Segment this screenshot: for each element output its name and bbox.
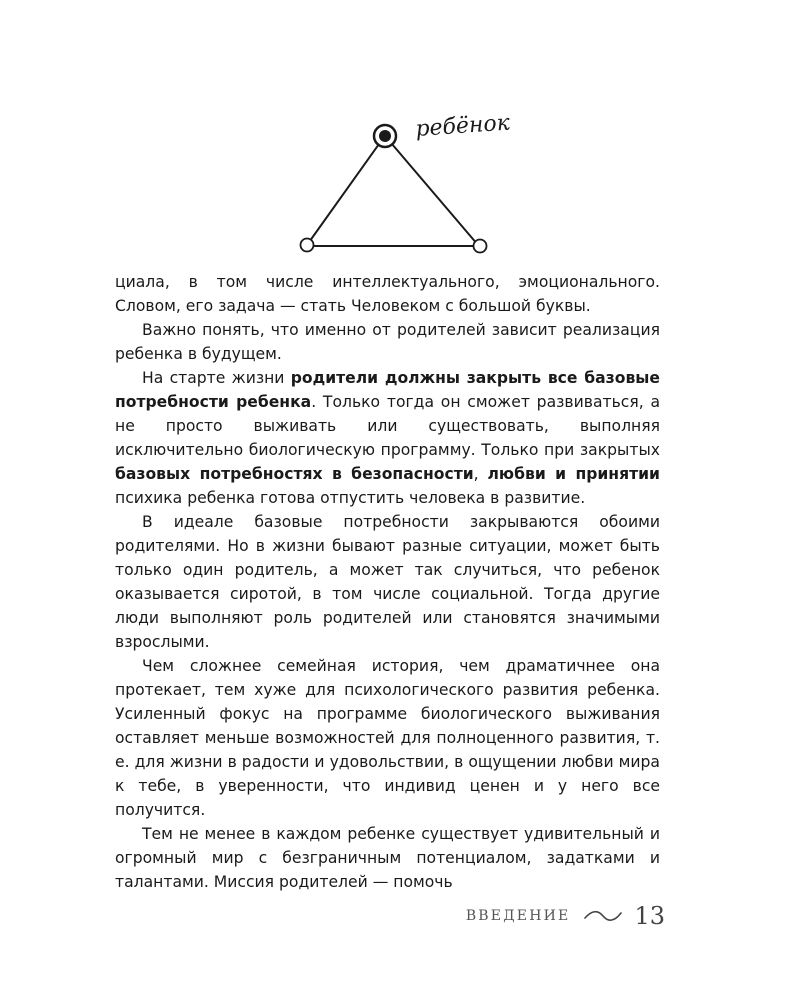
text-run: психика ребенка готова отпустить человека в развитие. [115, 489, 586, 507]
paragraph [115, 654, 660, 822]
text-run: . Только тогда он сможет развиваться, а не просто выживать или существовать, выполняя исключительно биологическую программу. Только при закрытых [115, 393, 661, 459]
text-run: циала, в том числе интеллектуального, эмоционального. Словом, его задача — стать Человеком с большой буквы. [115, 273, 660, 315]
emphasis-text: любви и принятии [487, 465, 660, 483]
family-triangle-diagram [290, 110, 520, 260]
text-run: Тем не менее в каждом ребенке существует удивительный и огромный мир с безграничным потенциалом, задатками и талантами. Миссия родителей — помочь [115, 825, 660, 891]
body-text [115, 270, 660, 894]
text-run: На старте жизни [142, 369, 291, 387]
emphasis-text: базовых потребностях в безопасности [115, 465, 474, 483]
paragraph [115, 318, 660, 366]
triangle-lines [307, 137, 478, 246]
text-run: В идеале базовые потребности закрываются обоими родителями. Но в жизни бывают разные ситуации, может быть только один родитель, а может так случиться, что ребенок оказывается сиротой, в том числе социальной. Тогда другие люди выполняют роль родителей или становятся значимыми взрослыми. [115, 513, 660, 651]
parent-node-left-icon [301, 239, 314, 252]
paragraph [115, 822, 660, 894]
page-number: 13 [634, 902, 665, 930]
section-name: ВВЕДЕНИЕ [465, 908, 571, 924]
text-run: Чем сложнее семейная история, чем драматичнее она протекает, тем хуже для психологического развития ребенка. Усиленный фокус на программе биологического выживания оставляет меньше возможностей для полноценного развития, т. е. для жизни в радости и удовольствии, в ощущении любви мира к тебе, в уверенности, что индивид ценен и у него все получится. [115, 657, 660, 819]
child-node-icon [374, 125, 396, 147]
text-run: , [473, 465, 488, 483]
emphasis-text: родители должны закрыть все базовые потребности ребенка [115, 369, 660, 411]
text-run: Важно понять, что именно от родителей зависит реализация ребенка в будущем. [115, 321, 660, 363]
page-footer [420, 898, 665, 934]
paragraph [115, 366, 660, 510]
parent-node-right-icon [474, 240, 487, 253]
paragraph [115, 510, 660, 654]
paragraph [115, 270, 660, 318]
child-label: ребёнок [414, 110, 511, 142]
tilde-swash-icon [584, 909, 622, 923]
